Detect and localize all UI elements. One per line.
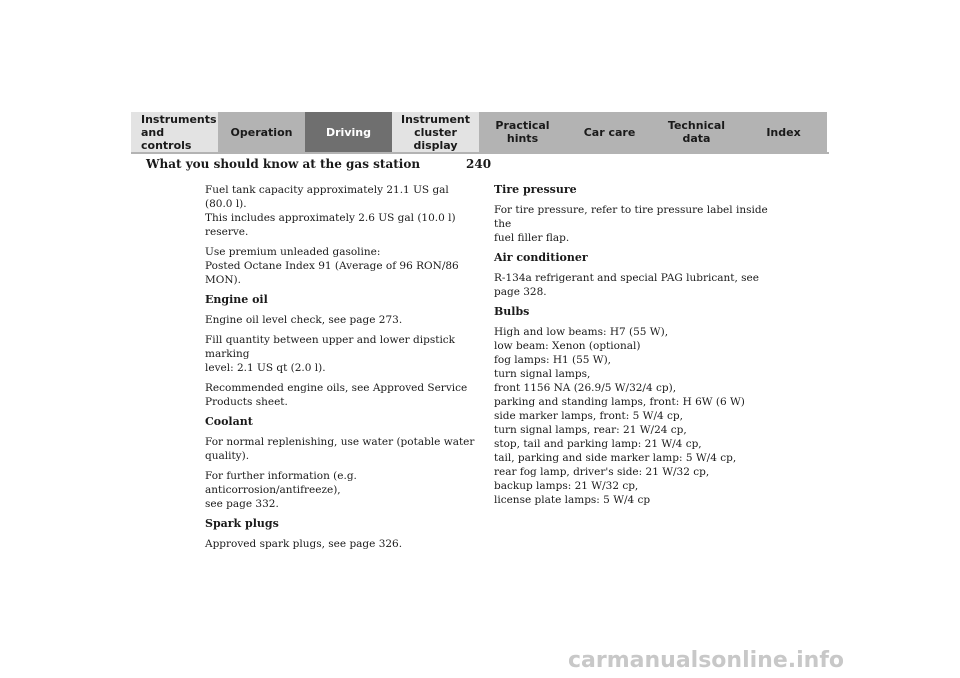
bulbs-heading: Bulbs xyxy=(494,305,530,318)
spark-plugs-heading: Spark plugs xyxy=(205,517,279,530)
tire-pressure-heading: Tire pressure xyxy=(494,183,577,196)
fuel-tank-capacity: Fuel tank capacity approximately 21.1 US gal (80.0 l). This includes approximately 2.6 US gal (10.0 l) reserve. xyxy=(205,184,456,238)
coolant-replenish: For normal replenishing, use water (potable water quality). xyxy=(205,436,475,462)
engine-oil-check: Engine oil level check, see page 273. xyxy=(205,314,403,326)
tab-driving[interactable]: Driving xyxy=(305,112,392,152)
tire-pressure-text: For tire pressure, refer to tire pressure label inside the fuel filler flap. xyxy=(494,204,768,244)
spark-plugs-text: Approved spark plugs, see page 326. xyxy=(205,538,403,550)
tab-operation[interactable]: Operation xyxy=(218,112,305,152)
section-nav xyxy=(131,112,827,152)
engine-oil-heading: Engine oil xyxy=(205,293,268,306)
tab-instrument-cluster-display[interactable]: Instrument cluster display xyxy=(392,112,479,152)
bulbs-text: High and low beams: H7 (55 W), low beam: Xenon (optional) fog lamps: H1 (55 W), turn signal lamps, front 1156 NA (26.9/5 W/32/4 cp), parking and standing lamps, front: H 6W (6 W) side marker lamps, front: 5 W/4 cp, turn signal lamps, rear: 21 W/24 cp, stop, tail and parking lamp: 21 W/4 cp, tail, parking and side marker lamp: 5 W/4 cp, rear fog lamp, driver's side: 21 W/32 cp, backup lamps: 21 W/32 cp, license plate lamps: 5 W/4 cp xyxy=(494,326,745,506)
coolant-info: For further information (e.g. anticorrosion/antifreeze), see page 332. xyxy=(205,470,357,510)
tab-index[interactable]: Index xyxy=(740,112,827,152)
engine-oil-recommended: Recommended engine oils, see Approved Service Products sheet. xyxy=(205,382,468,408)
header-divider xyxy=(131,152,829,154)
watermark: carmanualsonline.info xyxy=(568,648,844,673)
page-number: 240 xyxy=(466,157,492,171)
air-conditioner-text: R-134a refrigerant and special PAG lubricant, see page 328. xyxy=(494,272,759,298)
left-column xyxy=(205,183,475,557)
tab-instruments-and-controls[interactable]: Instruments and controls xyxy=(131,112,218,152)
air-conditioner-heading: Air conditioner xyxy=(494,251,588,264)
right-column xyxy=(494,183,769,513)
coolant-heading: Coolant xyxy=(205,415,253,428)
tab-car-care[interactable]: Car care xyxy=(566,112,653,152)
tab-technical-data[interactable]: Technical data xyxy=(653,112,740,152)
tab-practical-hints[interactable]: Practical hints xyxy=(479,112,566,152)
engine-oil-fill: Fill quantity between upper and lower dipstick marking level: 2.1 US qt (2.0 l). xyxy=(205,334,456,374)
fuel-type: Use premium unleaded gasoline: Posted Octane Index 91 (Average of 96 RON/86 MON). xyxy=(205,246,459,286)
running-title: What you should know at the gas station xyxy=(146,157,421,171)
